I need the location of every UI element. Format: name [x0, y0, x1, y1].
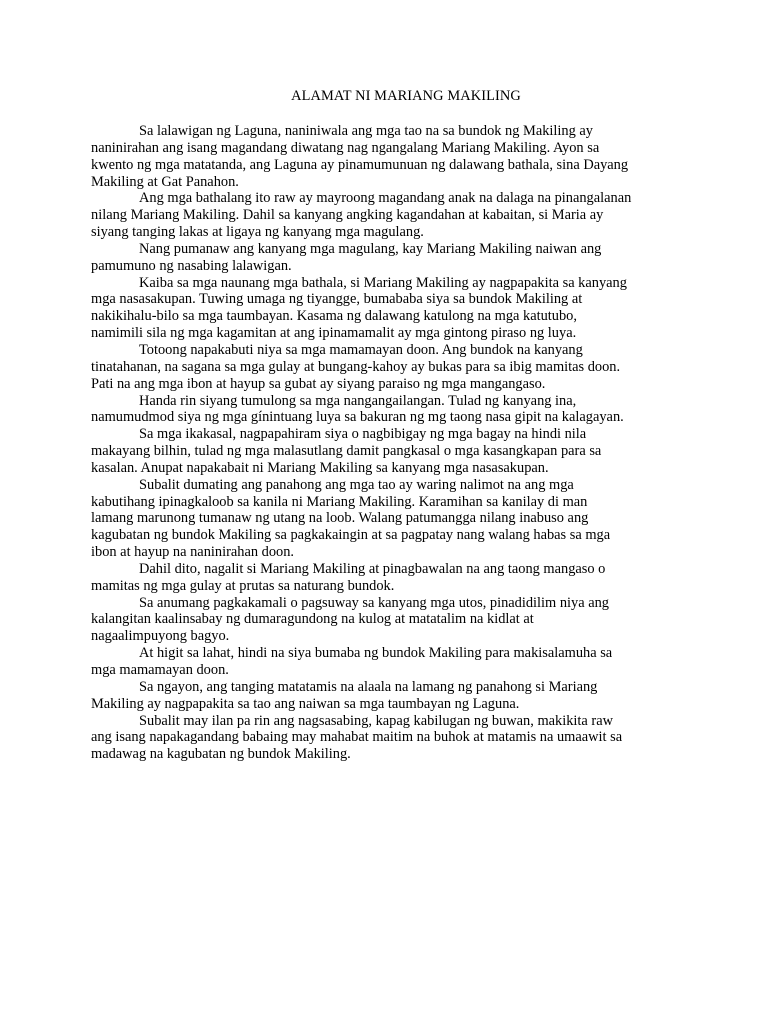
paragraph-line: Sa anumang pagkakamali o pagsuway sa kanyang mga utos, pinadidilim niya ang	[139, 594, 609, 611]
paragraph	[91, 190, 695, 241]
paragraph-line: namumudmod siya ng mga gínintuang luya sa bakuran ng mg taong nasa gipit na kalagayan.	[91, 409, 624, 426]
document-title: ALAMAT NI MARIANG MAKILING	[291, 88, 521, 104]
paragraph-line: lamang marunong tumanaw ng utang na loob. Walang patumangga nilang inabuso ang	[91, 510, 589, 527]
paragraph-line: Makiling at Gat Panahon.	[91, 173, 239, 190]
paragraph-line: Ang mga bathalang ito raw ay mayroong magandang anak na dalaga na pinangalanan	[139, 190, 632, 207]
paragraph-line: kagubatan ng bundok Makiling sa pagkakaingin at sa pagpatay nang walang habas sa mga	[91, 527, 611, 544]
paragraph-line: Handa rin siyang tumulong sa mga nangangailangan. Tulad ng kanyang ina,	[139, 392, 577, 409]
paragraph-line: naninirahan ang isang magandang diwatang nag ngangalang Mariang Makiling. Ayon sa	[91, 139, 600, 156]
paragraph	[91, 595, 695, 646]
paragraph	[91, 241, 695, 275]
paragraph-line: At higit sa lahat, hindi na siya bumaba ng bundok Makiling para makisalamuha sa	[139, 645, 613, 662]
paragraph-line: ang isang napakagandang babaing may mahabat maitim na buhok at matamis na umaawit sa	[91, 729, 623, 746]
paragraph-line: Makiling ay nagpapakita sa tao ang naiwan sa mga taumbayan ng Laguna.	[91, 695, 520, 712]
paragraph-line: pamumuno ng nasabing lalawigan.	[91, 257, 292, 274]
paragraph-line: Dahil dito, nagalit si Mariang Makiling at pinagbawalan na ang taong mangaso o	[139, 560, 606, 577]
paragraph	[91, 123, 695, 190]
paragraph	[91, 645, 695, 679]
paragraph-line: Pati na ang mga ibon at hayup sa gubat ay siyang paraiso ng mga mangangaso.	[91, 375, 546, 392]
paragraph-line: Sa mga ikakasal, nagpapahiram siya o nagbibigay ng mga bagay na hindi nila	[139, 426, 587, 443]
paragraph-line: namimili sila ng mga kagamitan at ang ipinamamalit ay mga gintong piraso ng luya.	[91, 325, 577, 342]
paragraph-line: Subalit dumating ang panahong ang mga tao ay waring nalimot na ang mga	[139, 476, 574, 493]
paragraph-line: Kaiba sa mga naunang mga bathala, si Mariang Makiling ay nagpapakita sa kanyang	[139, 274, 627, 291]
paragraph	[91, 477, 695, 561]
paragraph-line: kabutihang ipinagkaloob sa kanila ni Mariang Makiling. Karamihan sa kanilay di man	[91, 493, 588, 510]
paragraph-line: nakikihalu-bilo sa mga taumbayan. Kasama ng dalawang katulong na mga katutubo,	[91, 308, 577, 325]
paragraph-line: Totoong napakabuti niya sa mga mamamayan doon. Ang bundok na kanyang	[139, 341, 583, 358]
paragraph-line: kasalan. Anupat napakabait ni Mariang Makiling sa kanyang mga nasasakupan.	[91, 459, 549, 476]
paragraph-line: mamitas ng mga gulay at prutas sa naturang bundok.	[91, 577, 395, 594]
paragraph-line: makayang bilhin, tulad ng mga malasutlang damit pangkasal o mga kasangkapan para sa	[91, 443, 602, 460]
paragraph-line: Nang pumanaw ang kanyang mga magulang, kay Mariang Makiling naiwan ang	[139, 240, 602, 257]
paragraph	[91, 275, 695, 342]
paragraph-line: siyang tanging lakas at ligaya ng kanyang mga magulang.	[91, 224, 424, 241]
paragraph	[91, 679, 695, 713]
paragraph-line: ibon at hayup na naninirahan doon.	[91, 544, 295, 561]
paragraph	[91, 342, 695, 393]
paragraph-line: madawag na kagubatan ng bundok Makiling.	[91, 746, 351, 763]
paragraph	[91, 561, 695, 595]
paragraph	[91, 393, 695, 427]
paragraph-line: Subalit may ilan pa rin ang nagsasabing, kapag kabilugan ng buwan, makikita raw	[139, 712, 613, 729]
paragraph-line: mga mamamayan doon.	[91, 662, 229, 678]
paragraph-line: Sa lalawigan ng Laguna, naniniwala ang mga tao na sa bundok ng Makiling ay	[139, 123, 593, 139]
document-body	[91, 123, 695, 763]
paragraph-line: kalangitan kaalinsabay ng dumaragundong na kulog at matatalim na kidlat at	[91, 611, 534, 628]
paragraph-line: nilang Mariang Makiling. Dahil sa kanyang angking kagandahan at kabaitan, si Maria ay	[91, 207, 604, 224]
paragraph	[91, 713, 695, 764]
paragraph-line: tinatahanan, na sagana sa mga gulay at bungang-kahoy ay bukas para sa ibig mamitas doon.	[91, 358, 621, 375]
paragraph-line: kwento ng mga matatanda, ang Laguna ay pinamumunuan ng dalawang bathala, sina Dayang	[91, 156, 629, 173]
paragraph-line: mga nasasakupan. Tuwing umaga ng tiyangge, bumababa siya sa bundok Makiling at	[91, 291, 583, 308]
paragraph-line: Sa ngayon, ang tanging matatamis na alaala na lamang ng panahong si Mariang	[139, 678, 598, 695]
paragraph	[91, 426, 695, 477]
paragraph-line: nagaalimpuyong bagyo.	[91, 628, 230, 645]
